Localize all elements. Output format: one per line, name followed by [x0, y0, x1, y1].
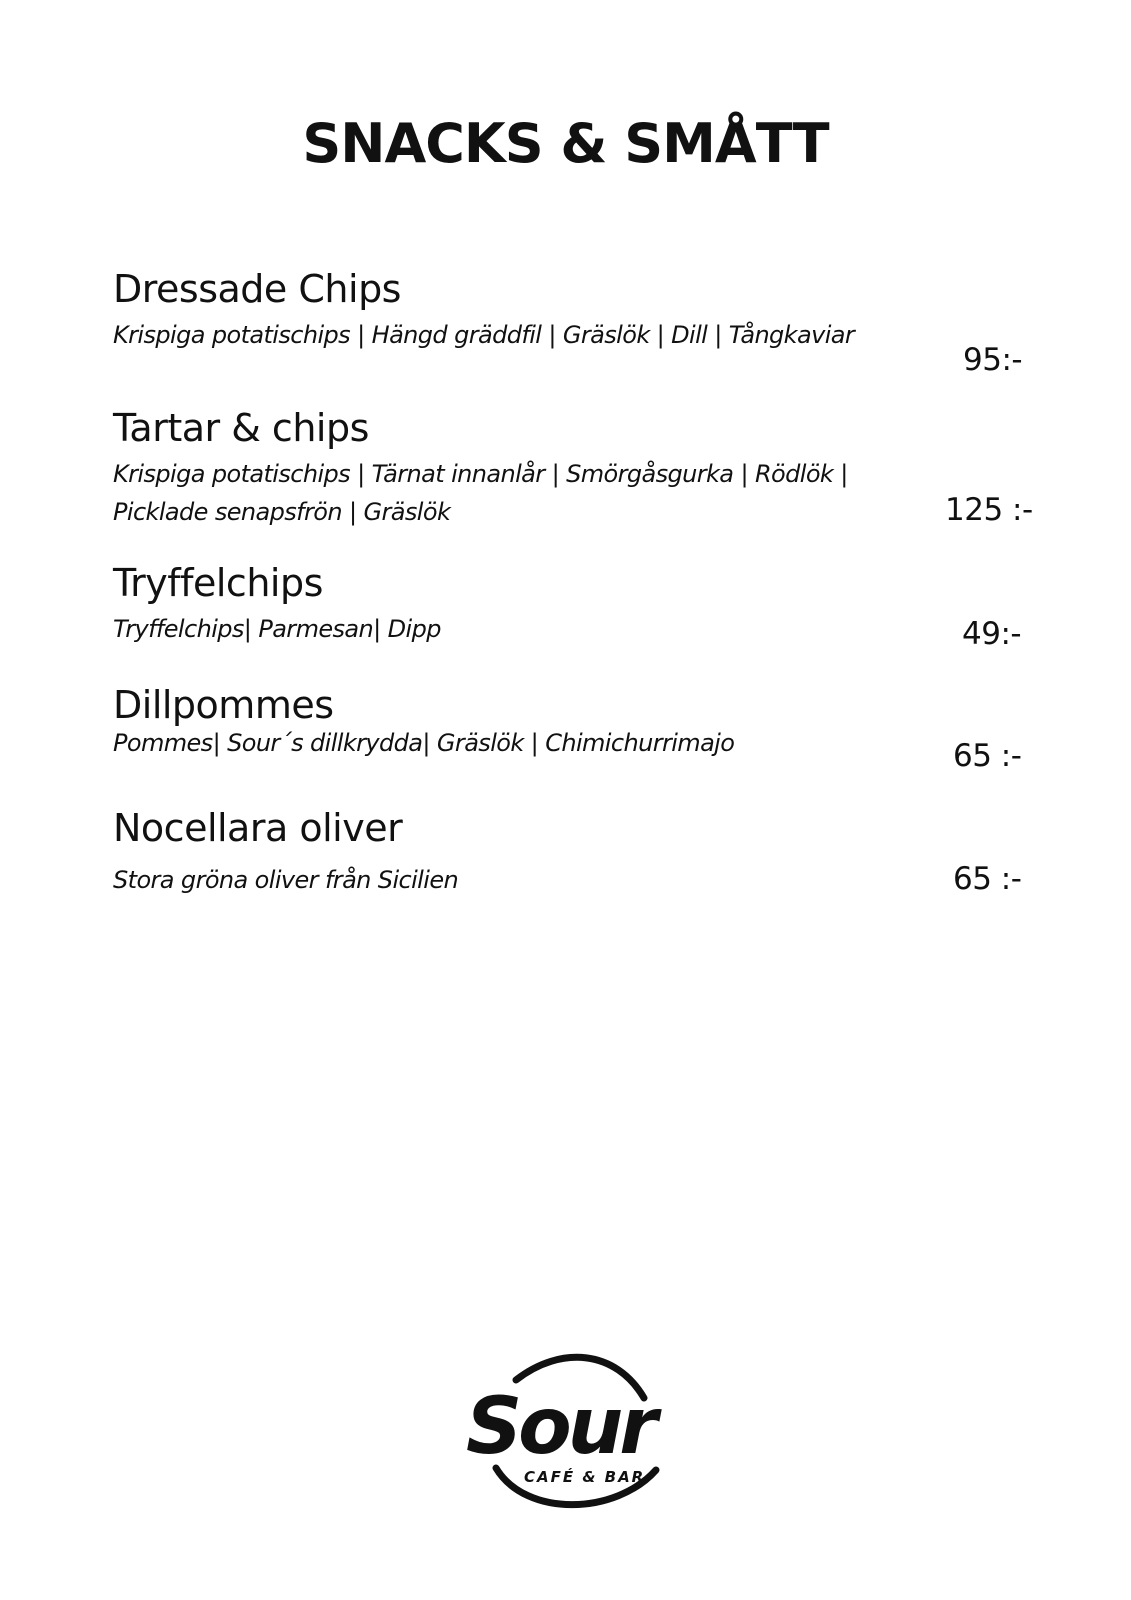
item-description: Krispiga potatischips | Hängd gräddfil | Gräslök | Dill | Tångkaviar: [113, 321, 855, 349]
item-description: Krispiga potatischips | Tärnat innanlår | Smörgåsgurka | Rödlök | Picklade senapsfrön | Gräslök: [113, 460, 848, 526]
sour-logo: [466, 1350, 686, 1515]
item-name: Dillpommes: [113, 683, 334, 727]
item-description: Tryffelchips| Parmesan| Dipp: [113, 615, 441, 643]
item-name: Tryffelchips: [113, 561, 323, 605]
item-name: Dressade Chips: [113, 267, 401, 311]
menu-item-nocellara-oliver: [113, 805, 1043, 899]
item-name: Tartar & chips: [113, 406, 369, 450]
logo-wordmark: Sour: [466, 1382, 654, 1472]
page-title: SNACKS & SMÅTT: [302, 112, 829, 175]
menu-item-tartar-chips: [113, 405, 1043, 531]
item-price: 49:-: [962, 616, 1022, 652]
item-price: 125 :-: [945, 492, 1033, 528]
item-price: 65 :-: [953, 861, 1022, 897]
item-name: Nocellara oliver: [113, 806, 403, 850]
item-price: 65 :-: [953, 738, 1022, 774]
item-description: Stora gröna oliver från Sicilien: [113, 866, 459, 894]
item-description: Pommes| Sour´s dillkrydda| Gräslök | Chimichurrimajo: [113, 729, 735, 757]
logo-tagline: CAFÉ & BAR: [524, 1468, 646, 1486]
menu-item-dressade-chips: [113, 266, 1043, 378]
item-price: 95:-: [963, 342, 1023, 378]
menu-item-dillpommes: [113, 682, 1043, 774]
menu-item-tryffelchips: [113, 560, 1043, 652]
